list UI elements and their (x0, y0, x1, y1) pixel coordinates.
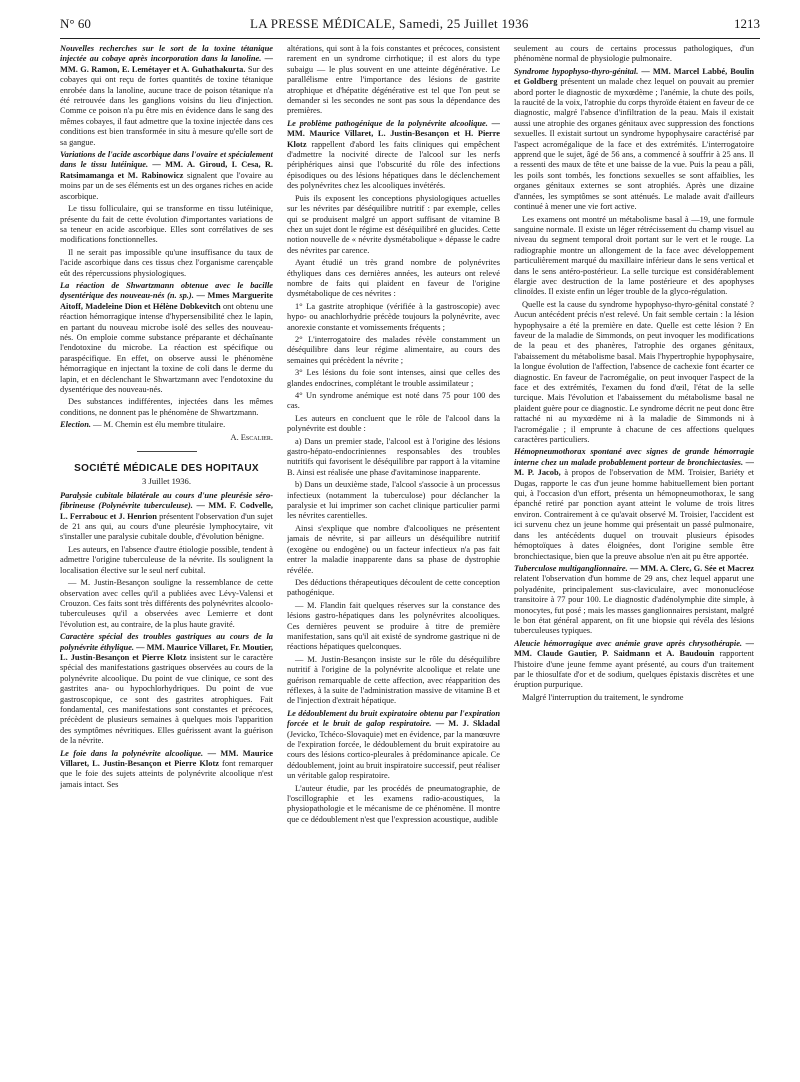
article-body: signalent que l'ovaire au moins par un de ses éléments est un des organes riches en acide ascorbique. (60, 170, 273, 201)
article (60, 281, 273, 395)
column-1 (60, 44, 273, 1074)
article (60, 749, 273, 791)
article (60, 420, 273, 430)
article-title: Paralysie cubitale bilatérale au cours d'une pleurésie séro-fibrineuse (Polynévrite tuberculeuse). (60, 490, 273, 511)
paragraph: Quelle est la cause du syndrome hypophyso-thyro-génital constaté ? Aucun antécédent précis n'est relevé. Un fait semble certain : la lésion hypophysaire a été la première en date. Quelle est cette lésion ? En faveur de la maladie de Simmonds, on peut invoquer les modifications de la peau et des phanères, l'atrophie des organes génitaux, l'abaissement du métabolisme basal. Mais l'hypertrophie hypophysaire, la longue évolution de l'affection, l'absence de cachexie font écarter ce diagnostic. En faveur de l'acromégalie, on peut invoquer l'aspect de la face et des extrémités, l'examen du fond d'œil, l'état de la selle turcique. Mais l'évolution et l'abaissement du métabolisme basal ne plaident guère pour ce diagnostic. Le syndrome décrit ne peut donc être rattaché ni au myxœdème ni à la maladie de Simmonds ni à l'acromégalie ; il emprunte à chacune de ces affections quelques caractères particuliers. (514, 299, 754, 445)
article-body: — M. Chemin est élu membre titulaire. (93, 420, 226, 430)
paragraph: seulement au cours de certains processus pathologiques, d'un phénomène normal de physiologie pulmonaire. (514, 44, 754, 64)
article-authors: — MM. Maurice Villaret, L. Justin-Besançon et H. Pierre Klotz (287, 118, 500, 149)
article-title: Le dédoublement du bruit expiratoire obtenu par l'expiration forcée et le bruit de galop respiratoire. (287, 708, 500, 729)
article (60, 632, 273, 746)
article-title: Le problème pathogénique de la polynévrite alcoolique. (287, 118, 488, 128)
paragraph: 1° La gastrite atrophique (vérifiée à la gastroscopie) avec hypo- ou anachlorhydrie précède toujours la polynévrite, avec anorexie constante et vomissements fréquents ; (287, 301, 500, 332)
article-body: Sur des cobayes qui ont reçu de fortes quantités de toxine tétanique enrobée dans la lanoline, aucune trace de poison tétanique n'a été retrouvée dans les ganglions voisins du lieu d'injection. Comme ce poison n'a pu être mis en évidence dans le sang des mêmes cobayes, il faut admettre que la toxine injectée dans ces conditions est bien transformée in situ à mesure qu'elle sort de sa gangue. (60, 64, 273, 147)
article-authors: — Mmes Marguerite Aitoff, Madeleine Dion et Hélène Dobkevitch (60, 291, 273, 311)
article (60, 150, 273, 202)
article-authors: — MM. Marcel Labbé, Boulin et Goldberg (514, 66, 754, 87)
article-body: présentent l'observation d'un sujet de 21 ans qui, au cours d'une pleurésie lymphocytaire, vit s'installer une paralysie cubitale double, d'évolution bénigne. (60, 511, 273, 542)
article-title: Aleucie hémorragique avec anémie grave après chrysothérapie. (514, 638, 743, 648)
article-title: Le foie dans la polynévrite alcoolique. (60, 748, 204, 758)
paragraph: Les examens ont montré un métabolisme basal à —19, une formule sanguine normale. Il existe un léger rétrécissement du champ visuel au niveau du segment temporal droit portant sur le vert et le rouge. La radiographie montre un allongement de la face avec développement particulièrement marqué du maxillaire inférieur dans le sens vertical et dans le sens antéro-postérieur. La selle turcique est considérablement élargie avec destruction de la lame postérieure et des apophyses clinoïdes. Il existe enfin un léger trouble de la glyco-régulation. (514, 214, 754, 297)
article-body: font remarquer que le foie des sujets atteints de polynévrite alcoolique n'est jamais intact. Ses (60, 759, 273, 789)
article (60, 44, 273, 148)
paragraph: 2° L'interrogatoire des malades révèle constamment un déséquilibre dans leur régime alimentaire, au cours des semaines qui précèdent la névrite ; (287, 334, 500, 365)
paragraph: Le tissu folliculaire, qui se transforme en tissu lutéinique, présente du fait de cette évolution d'importantes variations de sa teneur en acide ascorbique. Elles sont corrélatives de ses modifications fonctionnelles. (60, 204, 273, 245)
article (287, 709, 500, 782)
section-divider (137, 451, 197, 452)
article-body: rapportent l'histoire d'une jeune femme ayant présenté, au cours d'un traitement par le thiosulfate d'or et de sodium, quelques épistaxis discrètes et une éruption purpurique. (514, 649, 754, 690)
article-authors: — MM. G. Ramon, E. Lemétayer et A. Guhathakurta. (60, 54, 273, 74)
article (514, 564, 754, 637)
article-title: Nouvelles recherches sur le sort de la toxine tétanique injectée au cobaye après incorporation dans la lanoline. (60, 44, 273, 64)
article-authors: — M. P. Jacob, (514, 457, 754, 478)
paragraph: Des substances indifférentes, injectées dans les mêmes conditions, ne donnent pas le phénomène de Shwartzmann. (60, 397, 273, 417)
article-authors: — M. J. Skladal (435, 719, 500, 729)
article-title: La réaction de Shwartzmann obtenue avec le bacille dysentérique des nouveau-nés (n. sp.). (60, 280, 273, 301)
paragraph: — M. Justin-Besançon souligne la ressemblance de cette observation avec celles qu'il a publiées avec Lévy-Valensi et Crouzon. Ces faits sont très différents des polynévrites alcoolo-tuberculeuses qu'il a observées avec Lemierre et dont l'évolution est, au contraire, de la plus haute gravité. (60, 578, 273, 629)
signature: A. Escalier. (230, 432, 273, 442)
paragraph: altérations, qui sont à la fois constantes et précoces, consistent rarement en un syndrome cirrhotique; il est alors du type subaigu — le plus souvent en une atteinte dégénérative. Le parallélisme entre l'importance des lésions de gastrite atrophique et d'hépatite dégénérative est tel que l'on peut se demander si les secondes ne sont pas sous la dépendance des premières. (287, 44, 500, 116)
article-authors: — MM. A. Clerc, G. Sée et Macrez (629, 563, 754, 573)
paragraph: Ainsi s'explique que nombre d'alcooliques ne présentent jamais de névrite, si par ailleurs un déséquilibre nutritif (exogène ou endogène) ou un facteur infectieux n'a pas fait entrer la maladie inapparente dans sa phase de dystrophie révélée. (287, 523, 500, 575)
article-body: rappellent d'abord les faits cliniques qui empêchent d'admettre la nocivité directe de l'alcool sur les nerfs périphériques ainsi que l'obscurité du rôle des infections épisodiques ou des lésions hépatiques dans le déclenchement des polynévrites chez les alcooliques invétérés. (287, 139, 500, 191)
article-authors: — MM. Maurice Villaret, L. Justin-Besançon et Pierre Klotz (60, 748, 273, 768)
paragraph: Les auteurs en concluent que le rôle de l'alcool dans la polynévrite est double : (287, 413, 500, 434)
article (514, 639, 754, 691)
issue-number: N° 60 (60, 16, 91, 31)
paragraph: Puis ils exposent les conceptions physiologiques actuelles sur les névrites par déséquilibre nutritif : par exemple, celles qui se produisent malgré un apport suffisant de vitamine B chez un sujet dont le régime est déséquilibré en glucides. Cette notion nouvelle de « névrite dysmétabolique » dépasse le cadre des névrites par carence. (287, 193, 500, 255)
article-title: Hémopneumothorax spontané avec signes de grande hémorragie interne chez un malade probablement porteur de bronchiectasies. (514, 447, 754, 467)
article-title: Election. (60, 420, 91, 430)
article-title: Syndrome hypophyso-thyro-génital. (514, 66, 639, 76)
paragraph: Des déductions thérapeutiques découlent de cette conception pathogénique. (287, 577, 500, 598)
paragraph: — M. Justin-Besançon insiste sur le rôle du déséquilibre nutritif à l'origine de la polynévrite alcoolique et relate une guérison remarquable de cette affection, avec réapparition des réflexes, à la suite de l'administration massive de vitamine B et de l'injection d'extrait hépatique. (287, 654, 500, 706)
article-body: à propos de l'observation de MM. Troisier, Bariéty et Dugas, rapporte le cas d'un jeune homme habituellement bien portant qui, à l'occasion d'un effort, présenta un hémopneumothorax, le sang épanché retiré par ponction ayant atteint le volume de trois litres environ. Contrairement à ce qu'avait observé M. Troisier, l'accident est ici survenu chez un jeune homme qui présentait un passé pulmonaire, dans les antécédents duquel on trouvait plusieurs épisodes hémoptoïques à dates éloignées, dont l'origine semble être bronchiectasique, bien que la preuve absolue n'en ait pu être apportée. (514, 468, 754, 561)
article-authors: — MM. Maurice Villaret, Fr. Moutier, L. Justin-Besançon et Pierre Klotz (60, 642, 273, 662)
article-body: relatent l'observation d'un homme de 29 ans, chez lequel apparut une polyadénite, principalement sus-claviculaire, avec mononucléose transitoire à 77 pour 100. Le diagnostic d'adénolymphie dite simple, à monocytes, fut posé ; mais les masses ganglionnaires persistant, malgré le bon état général apparent, on fit une biopsie qui révéla des lésions tuberculeuses typiques. (514, 574, 754, 636)
paragraph: Les auteurs, en l'absence d'autre étiologie possible, tendent à admettre l'origine tuberculeuse de la névrite. Ils soulignent la localisation élective sur le seul nerf cubital. (60, 544, 273, 575)
article-title: Variations de l'acide ascorbique dans l'ovaire et spécialement dans le tissu lutéinique. (60, 150, 273, 170)
article (514, 447, 754, 561)
page-number: 1213 (734, 16, 760, 31)
article-body: insistent sur le caractère spécial des manifestations gastriques observées au cours de la polynévrite alcoolique. Du point de vue clinique, ce sont des gastrites ana- ou hypochlorhydriques. Du point de vue gastroscopique, ce sont des gastrites atrophiques. Fait fondamental, ces manifestations sont constantes et précoces, précèdent de plusieurs semaines à quelques mois l'apparition des symptômes névritiques. Elles guérissent avant la guérison de la névrite. (60, 652, 273, 746)
article-body: présentent un malade chez lequel on pouvait au premier abord porter le diagnostic de myxœdème ; l'anémie, la chute des poils, la raucité de la voix, l'atrophie du corps thyroïde étaient en faveur de ce diagnostic, malgré l'absence d'infiltration de la peau. Mais il existait aussi une atrophie des organes génitaux avec suppression des fonctions sexuelles. Il existait surtout un syndrome hypophysaire caractérisé par l'aspect acromégalique de la face et des extrémités. L'interrogatoire apprend que le sujet, âgé de 56 ans, a commencé à souffrir à 25 ans. Il a ressenti des maux de tête et une baisse de la vue. Puis la peau a pâli, les poils sont tombés, les fonctions sexuelles se sont affaiblies, les organes génitaux externes se sont atrophiés. Après une dizaine d'années, les symptômes se sont atténués. Le malade avait d'ailleurs continué à mener une vie fort active. (514, 77, 754, 212)
article (60, 491, 273, 543)
article-authors: — MM. A. Giroud, I. Cesa, R. Ratsimamanga et M. Rabinowicz (60, 160, 273, 180)
paragraph: a) Dans un premier stade, l'alcool est à l'origine des lésions gastro-hépato-endocriniennes responsables des troubles nutritifs qui favorisent le déséquilibre par rapport à la vitamine B. Ainsi est réalisée une phase d'avitaminose inapparente. (287, 436, 500, 477)
article-authors: — MM. F. Codvelle, L. Ferrabouc et J. Henrion (60, 501, 273, 521)
article (287, 119, 500, 192)
meeting-date: 3 Juillet 1936. (142, 476, 191, 487)
column-2 (287, 44, 500, 1074)
paragraph: L'auteur étudie, par les procédés de pneumatographie, de l'oscillographie et les examens radio-acoustiques, la physiopathologie et le mécanisme de ce phénomène. Il montre que ce dédoublement n'est que l'expression acoustique, audible (287, 783, 500, 824)
article-title: Tuberculose multiganglionnaire. (514, 563, 628, 573)
paragraph: — M. Flandin fait quelques réserves sur la constance des lésions gastro-hépatiques dans les polynévrites alcooliques. Ces dernières peuvent se produire à titre de première manifestation, sans qu'il ait existé de syndrome gastrique ni de réactions hépatiques quelconques. (287, 600, 500, 652)
column-3 (514, 44, 754, 1074)
article-body: (Jevicko, Tchéco-Slovaquie) met en évidence, par la manœuvre de l'expiration forcée, le dédoublement du bruit expiratoire au cours des lésions cortico-pleurales à prédominance apicale. Ce dédoublement, joint au bruit inspiratoire successif, peut réaliser un véritable galop respiratoire. (287, 729, 500, 781)
article-body: ont obtenu une réaction hémorragique intense d'hypersensibilité chez le lapin, en partant du nouveau microbe isolé des selles des nouveau-nés. On emploie comme substance préparante et déchaînante l'endotoxine du microbe. La réaction est spécifique ou paraspécifique. En effet, on observe aussi le phénomène hémorragique en injectant la toxine de coli dans le derme du lapin, et en déclenchant le Shwartzmann avec l'endotoxine du dysentérique des nouveau-nés. (60, 301, 273, 394)
paragraph: Malgré l'interruption du traitement, le syndrome (522, 692, 684, 702)
society-heading: SOCIÉTÉ MÉDICALE DES HOPITAUX (74, 463, 259, 475)
article (514, 67, 754, 213)
header-rule (60, 38, 760, 39)
article-authors: — MM. Claude Gautier, P. Saidmann et A. Baudouin (514, 638, 754, 659)
paragraph: b) Dans un deuxième stade, l'alcool s'associe à un processus infectieux (notamment la tuberculose) pour déclancher la paralysie et lui imprimer son cachet clinique particulier parmi les névrites carentielles. (287, 480, 500, 521)
paragraph: 3° Les lésions du foie sont intenses, ainsi que celles des glandes endocrines, complétant le trouble assimilateur ; (287, 368, 500, 388)
paragraph: Ayant étudié un très grand nombre de polynévrites éthyliques dans ces dernières années, les auteurs ont relevé nombre de faits qui plaident en faveur de l'origine dysmétabolique de ces névrites : (287, 258, 500, 299)
paragraph: Il ne serait pas impossible qu'une insuffisance du taux de l'acide ascorbique dans ces tissus chez l'organisme carençable eût des répercussions physiologiques. (60, 247, 273, 278)
paragraph: 4° Un syndrome anémique est noté dans 75 pour 100 des cas. (287, 391, 500, 411)
article-title: Caractère spécial des troubles gastriques au cours de la polynévrite éthylique. (60, 632, 273, 652)
running-title: LA PRESSE MÉDICALE, Samedi, 25 Juillet 1936 (250, 16, 529, 31)
